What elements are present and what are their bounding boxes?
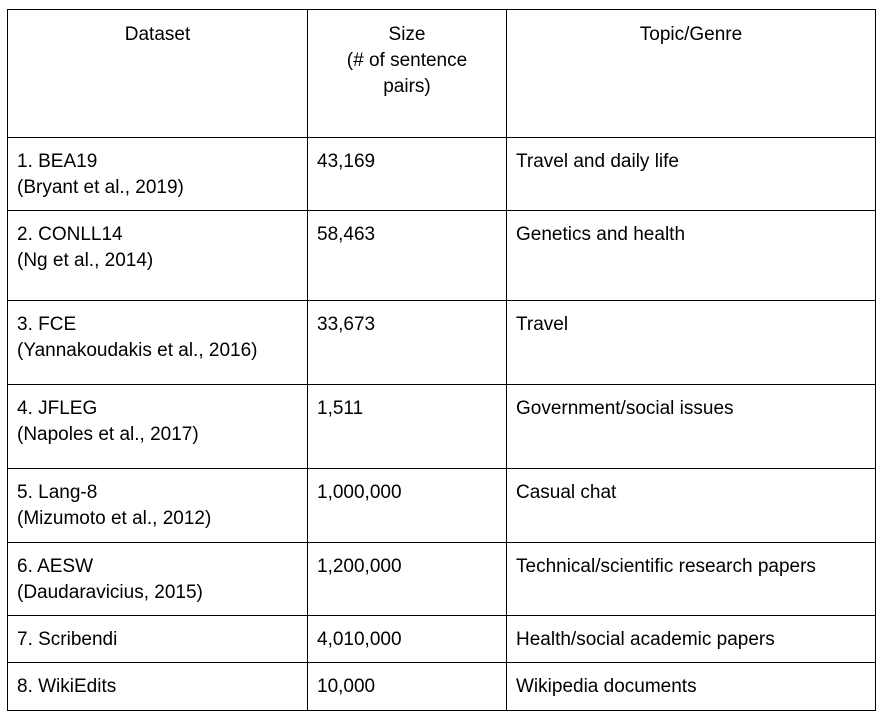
dataset-citation: (Yannakoudakis et al., 2016) — [17, 340, 258, 361]
table-row — [8, 211, 876, 301]
dataset-table — [7, 9, 876, 711]
dataset-name: 7. Scribendi — [17, 629, 118, 650]
dataset-citation: (Ng et al., 2014) — [17, 250, 154, 271]
size-cell: 58,463 — [308, 211, 507, 301]
topic-cell: Travel and daily life — [507, 138, 876, 211]
table-row — [8, 543, 876, 616]
dataset-name: 6. AESW — [17, 556, 94, 577]
dataset-name: 8. WikiEdits — [17, 676, 117, 697]
topic-cell: Casual chat — [507, 469, 876, 543]
size-cell: 1,511 — [308, 385, 507, 469]
dataset-cell — [8, 211, 308, 301]
table-row — [8, 616, 876, 663]
header-dataset: Dataset — [8, 10, 308, 138]
size-cell: 10,000 — [308, 663, 507, 711]
dataset-name: 4. JFLEG — [17, 398, 98, 419]
dataset-cell — [8, 543, 308, 616]
dataset-citation: (Daudaravicius, 2015) — [17, 582, 203, 603]
dataset-cell — [8, 301, 308, 385]
table-row — [8, 385, 876, 469]
dataset-citation: (Bryant et al., 2019) — [17, 177, 184, 198]
size-cell: 1,000,000 — [308, 469, 507, 543]
dataset-citation: (Mizumoto et al., 2012) — [17, 508, 212, 529]
header-topic: Topic/Genre — [507, 10, 876, 138]
topic-cell: Wikipedia documents — [507, 663, 876, 711]
header-size: Size (# of sentence pairs) — [308, 10, 507, 138]
topic-cell: Health/social academic papers — [507, 616, 876, 663]
dataset-cell — [8, 663, 308, 711]
dataset-name: 1. BEA19 — [17, 151, 98, 172]
dataset-name: 3. FCE — [17, 314, 77, 335]
table-row — [8, 469, 876, 543]
topic-cell: Genetics and health — [507, 211, 876, 301]
topic-cell: Government/social issues — [507, 385, 876, 469]
topic-cell: Technical/scientific research papers — [507, 543, 876, 616]
size-cell: 1,200,000 — [308, 543, 507, 616]
dataset-name: 2. CONLL14 — [17, 224, 123, 245]
table-row — [8, 138, 876, 211]
dataset-cell — [8, 469, 308, 543]
topic-cell: Travel — [507, 301, 876, 385]
dataset-citation: (Napoles et al., 2017) — [17, 424, 199, 445]
dataset-cell — [8, 138, 308, 211]
table-row — [8, 301, 876, 385]
size-cell: 33,673 — [308, 301, 507, 385]
table-row — [8, 663, 876, 711]
dataset-name: 5. Lang-8 — [17, 482, 98, 503]
table-header-row — [8, 10, 876, 138]
size-cell: 4,010,000 — [308, 616, 507, 663]
dataset-cell — [8, 385, 308, 469]
dataset-cell — [8, 616, 308, 663]
size-cell: 43,169 — [308, 138, 507, 211]
